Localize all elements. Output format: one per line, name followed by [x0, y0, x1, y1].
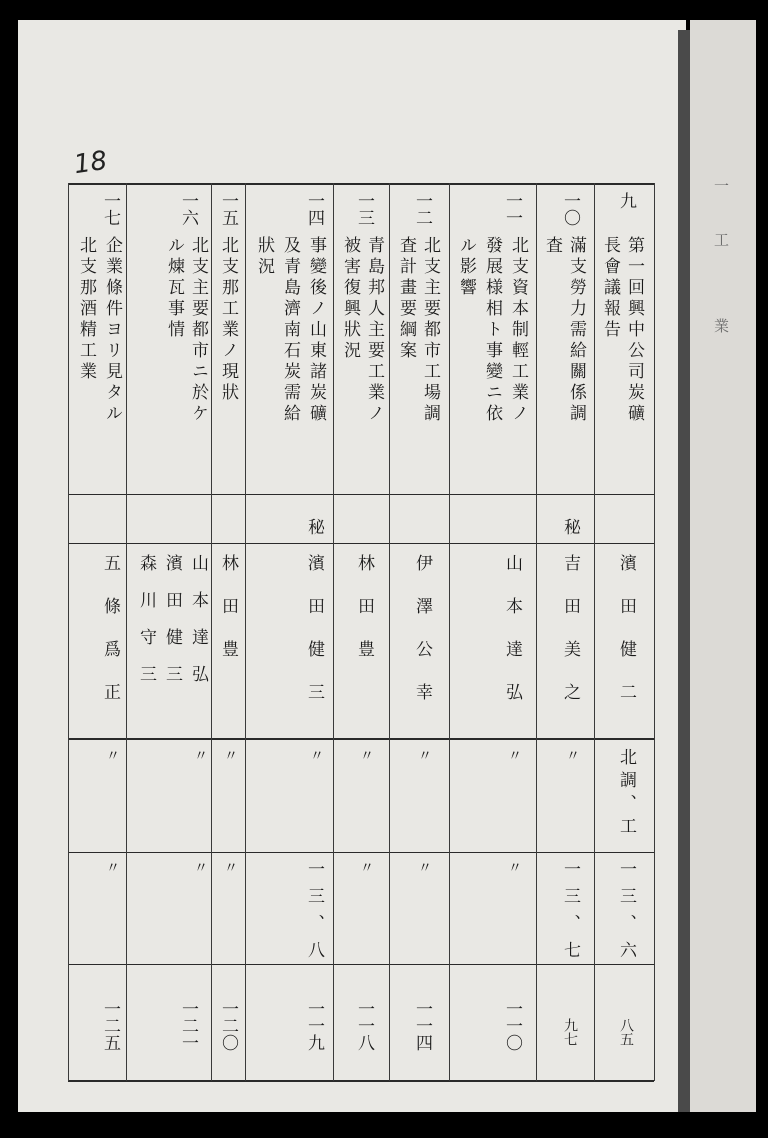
entry-title-line: 査 — [542, 236, 562, 257]
ditto-mark: 〃 — [506, 748, 522, 762]
column-divider — [654, 183, 655, 1081]
adjacent-page-text: 工 — [712, 232, 730, 247]
table-rule — [68, 738, 654, 740]
entry-title-line: 發展様相ト事變ニ依 — [482, 236, 502, 425]
entry-title-line: 査計畫要綱案 — [396, 236, 416, 362]
entry-title-line: 滿支勞力需給關係調 — [566, 236, 586, 425]
entry-number: 一六 — [178, 192, 198, 226]
entry-author: 濱田健二 — [616, 554, 636, 726]
ditto-mark: 〃 — [564, 748, 580, 762]
entry-author: 濱田健三 — [162, 554, 182, 702]
table-rule — [68, 543, 654, 544]
secret-mark: 秘 — [304, 518, 324, 535]
entry-author: 山本達弘 — [188, 554, 208, 702]
entry-number: 一一 — [502, 192, 522, 226]
entry-author: 山本達弘 — [502, 554, 522, 726]
column-divider — [594, 183, 595, 1081]
secret-mark: 秘 — [560, 518, 580, 535]
entry-number: 一三 — [354, 192, 374, 226]
entry-page: 一一八 — [354, 1000, 374, 1051]
ditto-mark: 〃 — [308, 748, 324, 762]
entry-title-line: 青島邦人主要工業ノ — [364, 236, 384, 425]
entry-title-line: 北支主要都市ニ於ケ — [188, 236, 208, 425]
entry-title-line: 被害復興狀況 — [340, 236, 360, 362]
column-divider — [126, 183, 127, 1081]
entry-page: 一一九 — [304, 1000, 324, 1051]
column-divider — [245, 183, 246, 1081]
book-spine — [678, 30, 690, 1112]
ditto-mark: 〃 — [192, 748, 208, 762]
entry-volume: 一三、七 — [560, 860, 580, 968]
adjacent-page-text: 一 — [712, 178, 730, 193]
entry-title-line: 北支那酒精工業 — [76, 236, 96, 383]
ditto-mark: 〃 — [222, 860, 238, 874]
ditto-mark: 〃 — [222, 748, 238, 762]
ditto-mark: 〃 — [192, 860, 208, 874]
entry-number: 一〇 — [560, 192, 580, 226]
ditto-mark: 〃 — [104, 748, 120, 762]
entry-page: 一二五 — [100, 1000, 120, 1051]
entry-title-line: 北支資本制輕工業ノ — [508, 236, 528, 425]
entry-number: 一五 — [218, 192, 238, 226]
entry-page: 八五 — [618, 1018, 634, 1046]
entry-author: 濱田健三 — [304, 554, 324, 726]
entry-number: 一二 — [412, 192, 432, 226]
entry-number: 一七 — [100, 192, 120, 226]
table-rule — [68, 494, 654, 495]
ditto-mark: 〃 — [358, 860, 374, 874]
ditto-mark: 〃 — [416, 748, 432, 762]
entry-title-line: 第一回興中公司炭礦 — [624, 236, 644, 425]
ditto-mark: 〃 — [358, 748, 374, 762]
entry-title-line: ル煉瓦事情 — [164, 236, 184, 341]
entry-title-line: ル影響 — [456, 236, 476, 299]
entry-page: 一二〇 — [218, 1000, 238, 1051]
entry-page: 九七 — [562, 1018, 578, 1046]
entry-volume: 一三、六 — [616, 860, 636, 968]
adjacent-page-text: 業 — [712, 318, 730, 333]
entry-number: 九 — [616, 192, 636, 209]
entry-page: 一一〇 — [502, 1000, 522, 1051]
table-bottom-rule — [68, 1080, 654, 1082]
column-divider — [449, 183, 450, 1081]
entry-title-line: 狀況 — [254, 236, 274, 278]
ditto-mark: 〃 — [506, 860, 522, 874]
ditto-mark: 〃 — [104, 860, 120, 874]
entry-author: 森川守三 — [136, 554, 156, 702]
entry-page: 一一四 — [412, 1000, 432, 1051]
column-divider — [536, 183, 537, 1081]
column-divider — [333, 183, 334, 1081]
column-divider — [211, 183, 212, 1081]
column-divider — [68, 183, 69, 1081]
entry-publication: 北調、工 — [616, 748, 636, 840]
entry-author: 五條爲正 — [100, 554, 120, 726]
entry-author: 吉田美之 — [560, 554, 580, 726]
page-number: 18 — [72, 145, 110, 181]
table-rule — [68, 852, 654, 853]
entry-volume: 一三、八 — [304, 860, 324, 968]
entry-author: 伊澤公幸 — [412, 554, 432, 726]
table-top-rule — [68, 183, 654, 185]
entry-title-line: 及青島濟南石炭需給 — [280, 236, 300, 425]
entry-title-line: 事變後ノ山東諸炭礦 — [306, 236, 326, 425]
column-divider — [389, 183, 390, 1081]
entry-page: 一二一 — [178, 1000, 198, 1051]
entry-author: 林田豊 — [218, 554, 238, 683]
entry-title-line: 北支主要都市工場調 — [420, 236, 440, 425]
ditto-mark: 〃 — [416, 860, 432, 874]
entry-number: 一四 — [304, 192, 324, 226]
entry-author: 林田豊 — [354, 554, 374, 683]
entry-title-line: 企業條件ヨリ見タル — [102, 236, 122, 425]
entry-title-line: 北支那工業ノ現狀 — [218, 236, 238, 404]
entry-title-line: 長會議報告 — [600, 236, 620, 341]
